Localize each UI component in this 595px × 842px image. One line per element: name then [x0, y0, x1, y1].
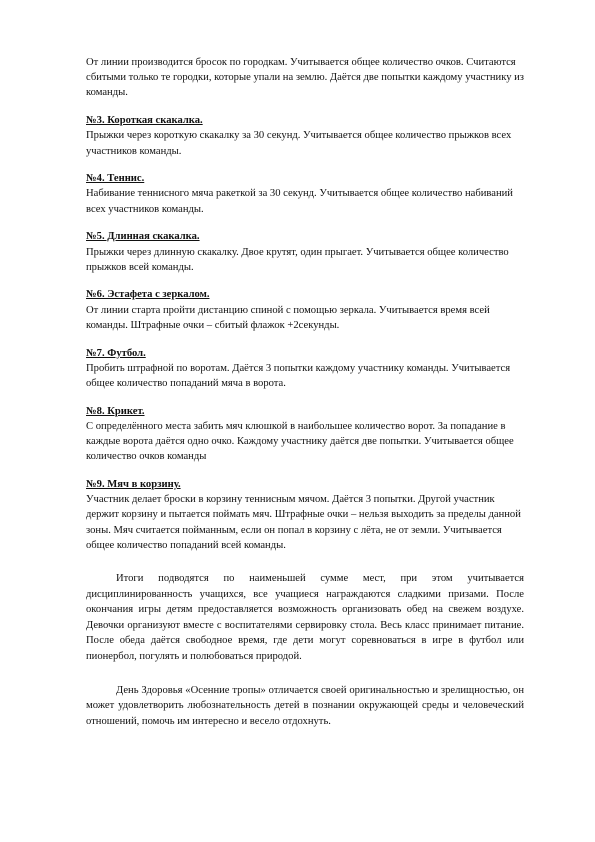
section-text: Участник делает броски в корзину теннисным мячом. Даётся 3 попытки. Другой участник держит корзину и пытается поймать мяч. Штрафные очки – нельзя выходить за пределы данной зоны. Мяч считается пойманным, если он попал в корзину с лёта, не от земли. Учитывается общее количество попаданий всей команды.: [86, 494, 521, 551]
section-heading: №8. Крикет.: [86, 405, 145, 417]
section-text: От линии старта пройти дистанцию спиной с помощью зеркала. Учитывается время всей команды. Штрафные очки – сбитый флажок +2секунды.: [86, 304, 490, 331]
section-ball-in-basket: [86, 477, 524, 553]
document-body: [86, 55, 524, 729]
section-heading: №7. Футбол.: [86, 347, 146, 359]
section-mirror-relay: [86, 287, 524, 333]
intro-paragraph: От линии производится бросок по городкам. Учитывается общее количество очков. Считаются сбитыми только те городки, которые упали на землю. Даётся две попытки каждому участнику из команды.: [86, 57, 524, 99]
section-text: Прыжки через короткую скакалку за 30 секунд. Учитывается общее количество прыжков всех участников команды.: [86, 130, 512, 157]
section-long-rope: [86, 229, 524, 275]
section-text: Пробить штрафной по воротам. Даётся 3 попытки каждому участнику команды. Учитывается общее количество попаданий мяча в ворота.: [86, 362, 511, 389]
section-tennis: [86, 171, 524, 217]
section-text: С определённого места забить мяч клюшкой в наибольшее количество ворот. За попадание в каждые ворота даётся одно очко. Каждому участнику даётся две попытки. Учитывается общее количество очков команды: [86, 420, 514, 463]
section-text: Набивание теннисного мяча ракеткой за 30 секунд. Учитывается общее количество набиваний всех участников команды.: [86, 188, 513, 215]
section-football: [86, 346, 524, 392]
section-heading: №5. Длинная скакалка.: [86, 231, 200, 243]
closing-paragraph-results: Итоги подводятся по наименьшей сумме мест, при этом учитывается дисциплинированность учащихся, все учащиеся награждаются сладкими призами. После окончания игры детям предоставляется возможность организовать обед на свежем воздухе. Девочки организуют вместе с воспитателями сервировку стола. Весь класс принимает питание. После обеда даётся свободное время, где дети могут соревноваться в игре в футбол или пионербол, погулять и полюбоваться природой.: [86, 572, 524, 662]
section-heading: №6. Эстафета с зеркалом.: [86, 289, 210, 301]
section-cricket: [86, 404, 524, 465]
closing-paragraph-summary: День Здоровья «Осенние тропы» отличается своей оригинальностью и зрелищностью, он может удовлетворить любознательность детей в познании окружающей среды и человеческий отношений, помочь им интересно и весело отдохнуть.: [86, 684, 524, 727]
section-short-rope: [86, 113, 524, 159]
section-text: Прыжки через длинную скакалку. Двое крутят, один прыгает. Учитывается общее количество прыжков всей команды.: [86, 246, 509, 273]
section-heading: №4. Теннис.: [86, 173, 145, 185]
section-heading: №9. Мяч в корзину.: [86, 478, 181, 490]
section-heading: №3. Короткая скакалка.: [86, 115, 203, 127]
